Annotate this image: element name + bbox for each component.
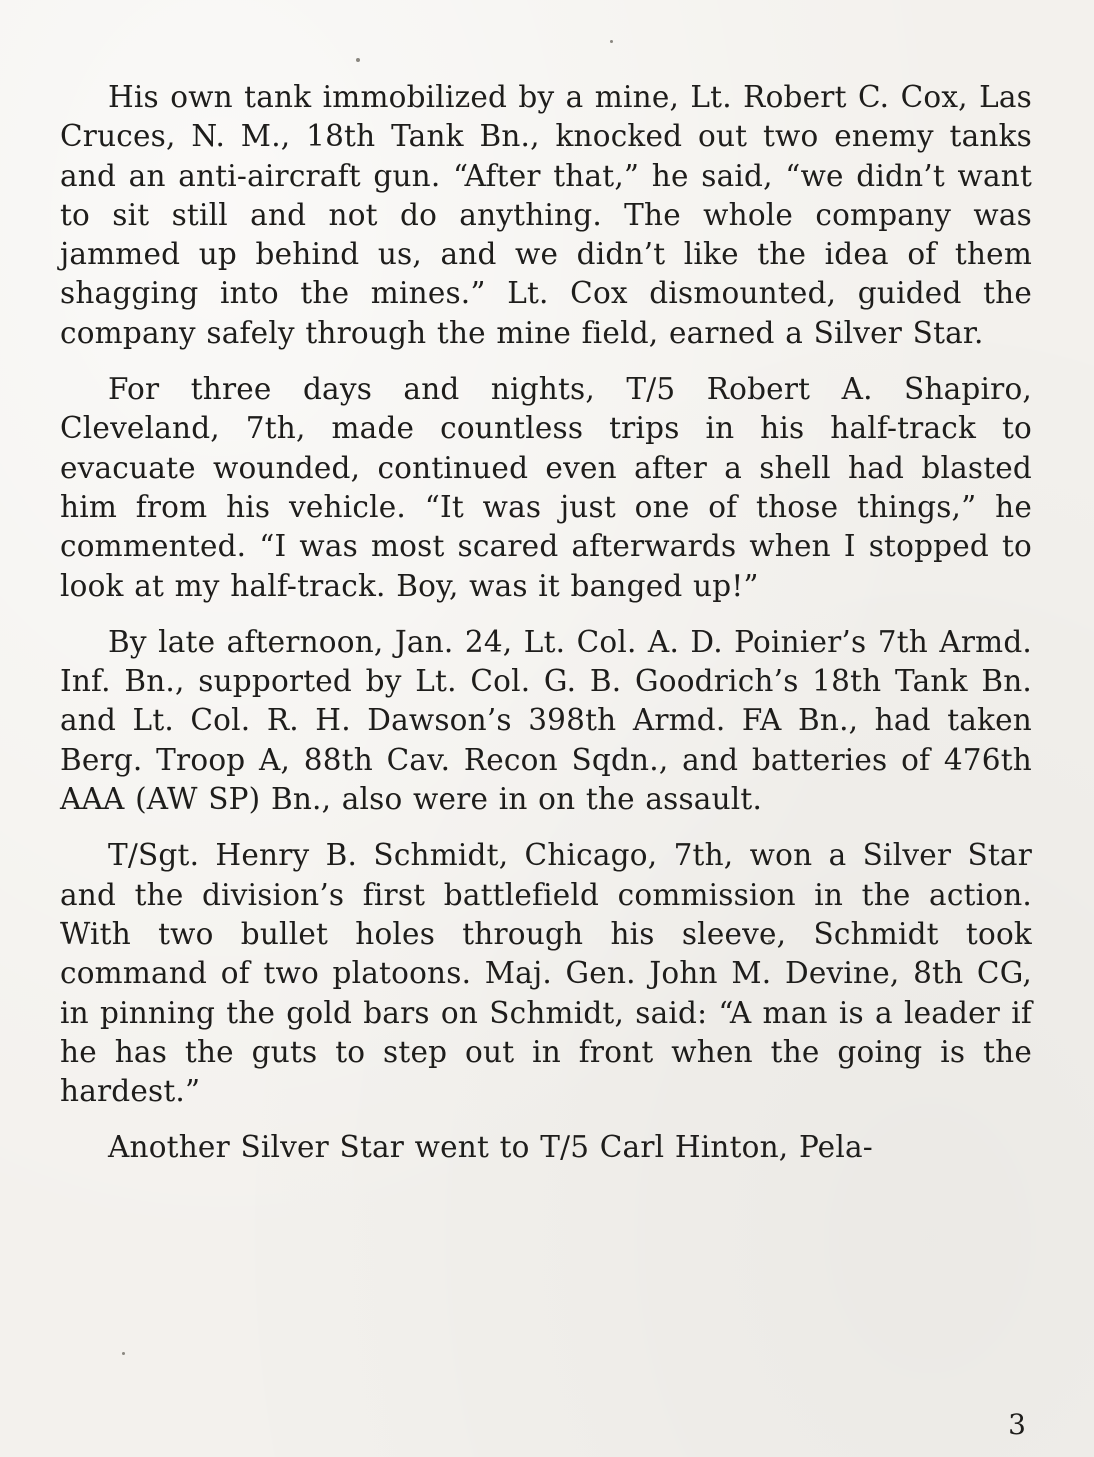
paragraph-berg-assault: By late afternoon, Jan. 24, Lt. Col. A. D. Poinier’s 7th Armd. Inf. Bn., supported by Lt. Col. G. B. Goodrich’s 18th Tank Bn. and Lt. Col. R. H. Dawson’s 398th Armd. FA Bn., had taken Berg. Troop A, 88th Cav. Recon Sqdn., and batteries of 476th AAA (AW SP) Bn., also were in on the assault. — [60, 624, 1032, 817]
body-text — [60, 78, 1032, 1185]
paragraph-hinton: Another Silver Star went to T/5 Carl Hinton, Pela- — [108, 1130, 873, 1165]
paragraph-shapiro: For three days and nights, T/5 Robert A. Shapiro, Cleveland, 7th, made countless trips in his half-track to evacuate wounded, continued even after a shell had blasted him from his vehicle. “It was just one of those things,” he commented. “I was most scared afterwards when I stopped to look at my half-track. Boy, was it banged up!” — [60, 372, 1032, 603]
print-speck — [610, 40, 613, 43]
print-speck — [356, 58, 360, 62]
page-number: 3 — [1008, 1408, 1026, 1441]
paragraph-schmidt: T/Sgt. Henry B. Schmidt, Chicago, 7th, won a Silver Star and the division’s first battlefield commission in the action. With two bullet holes through his sleeve, Schmidt took command of two platoons. Maj. Gen. John M. Devine, 8th CG, in pinning the gold bars on Schmidt, said: “A man is a leader if he has the guts to step out in front when the going is the hardest.” — [60, 838, 1032, 1109]
print-speck — [122, 1352, 125, 1355]
paragraph-cox: His own tank immobilized by a mine, Lt. Robert C. Cox, Las Cruces, N. M., 18th Tank Bn., knocked out two enemy tanks and an anti-aircraft gun. “After that,” he said, “we didn’t want to sit still and not do anything. The whole company was jammed up behind us, and we didn’t like the idea of them shagging into the mines.” Lt. Cox dismounted, guided the company safely through the mine field, earned a Silver Star. — [60, 80, 1032, 350]
